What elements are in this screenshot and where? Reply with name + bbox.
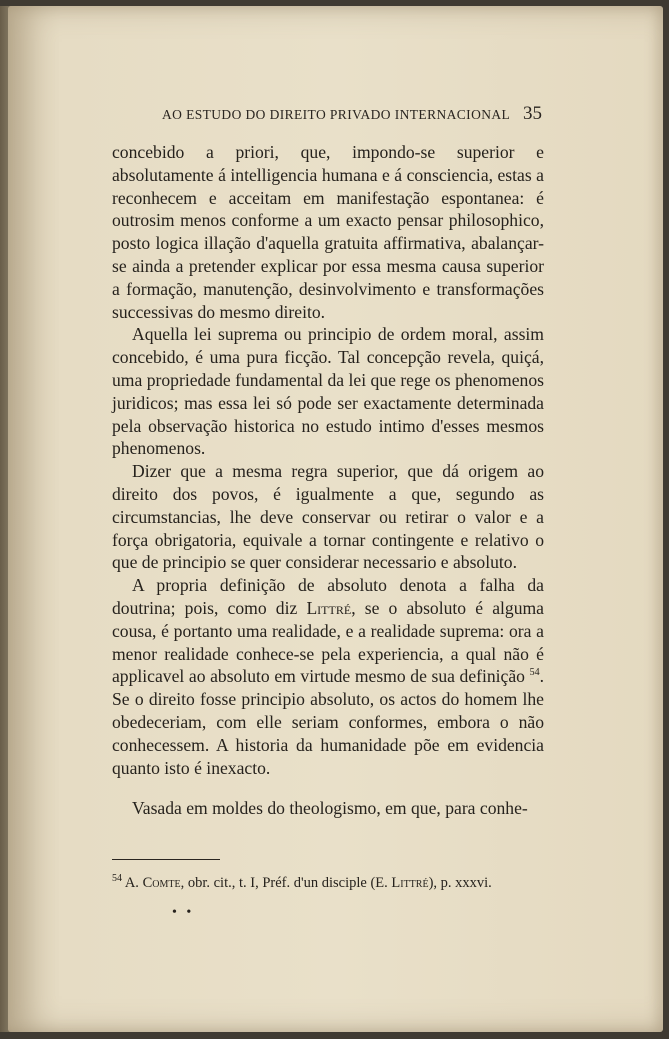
body-text xyxy=(112,141,544,820)
paragraph-1: concebido a priori, que, impondo-se superior e absolutamente á intelligencia humana e á consciencia, estas a reconhecem e acceitam em manifestação espontanea: é outrosim menos conforme a um exacto pensar philosophico, posto logica illação d'aquella gratuita affirmativa, abalançar-se ainda a pretender explicar por essa mesma causa superior a formação, manutenção, desinvolvimento e transformações successivas do mesmo direito. xyxy=(112,142,544,322)
running-title: AO ESTUDO DO DIREITO PRIVADO INTERNACIONAL xyxy=(162,107,511,122)
paragraph-5: Vasada em moldes do theologismo, em que, para conhe- xyxy=(132,798,528,819)
footnote-text-a: , obr. cit., t. I, Préf. d'un disciple (E. xyxy=(180,875,392,891)
paragraph-4-part-c: . Se o direito fosse principio absoluto, os actos do homem lhe obedeceriam, com elle seriam conformes, embora o não conhecessem. A historia da humanidade põe em evidencia quanto isto é inexacto. xyxy=(112,666,544,778)
author-name-littre: Littré xyxy=(306,597,352,618)
paragraph-2: Aquella lei suprema ou principio de ordem moral, assim concebido, é uma pura ficção. Tal concepção revela, quiçá, uma propriedade fundamental da lei que rege os phenomenos juridicos; mas essa lei só pode ser exactamente determinada pela observação historica no estudo intimo d'esses mesmos phenomenos. xyxy=(112,324,544,459)
paragraph-4-part-b: , se o absoluto é alguma cousa, é portanto uma realidade, e a realidade suprema: ora a menor realidade conhece-se pela experiencia, a qual não é applicavel ao absoluto em virtude mesmo de sua definição xyxy=(112,597,544,687)
page-number: 35 xyxy=(523,103,542,124)
footnote-reference: 54 xyxy=(529,667,540,679)
paragraph-4-part-a: A propria definição de absoluto denota a falha da doutrina; pois, como diz xyxy=(112,575,544,618)
footnote-divider xyxy=(112,859,220,860)
footnote-author-prefix: A. xyxy=(124,875,143,891)
footnote xyxy=(112,875,544,892)
footnote-number: 54 xyxy=(112,873,122,885)
footnote-author-name: Comte xyxy=(142,875,181,891)
paragraph-3: Dizer que a mesma regra superior, que dá origem ao direito dos povos, é igualmente a que, segundo as circumstancias, lhe deve conservar ou retirar o valor e a força obrigatoria, equivale a tornar contingente e relativo o que de principio se quer considerar necessario e absoluto. xyxy=(112,461,544,573)
footnote-name-littre: Littré xyxy=(391,875,429,891)
paragraph-4 xyxy=(112,574,544,779)
running-header xyxy=(162,103,542,129)
footnote-text-b: ), p. xxxvi. xyxy=(428,875,492,891)
signature-marks: • • xyxy=(172,905,195,920)
